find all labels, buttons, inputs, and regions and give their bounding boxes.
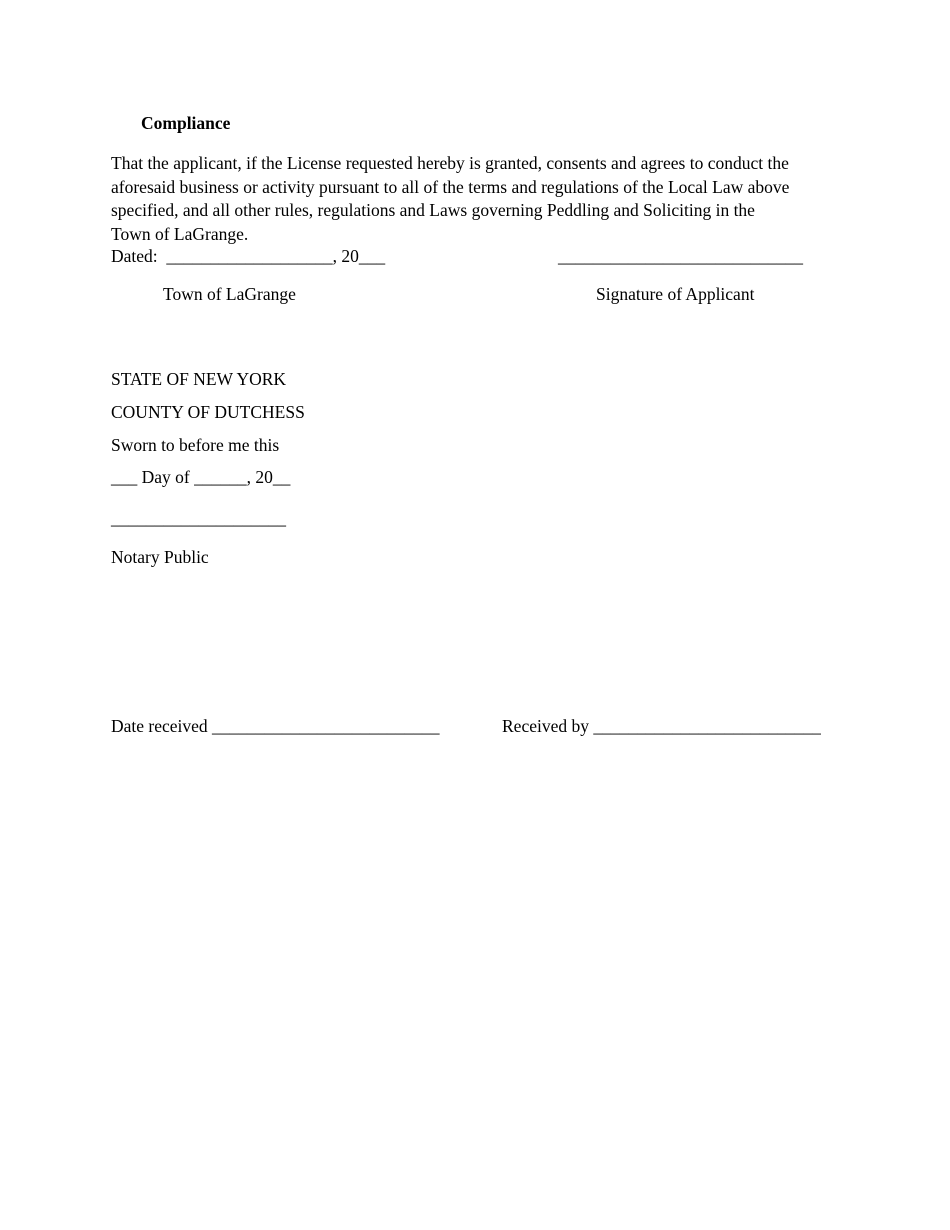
town-caption: Town of LaGrange xyxy=(163,284,296,304)
paragraph-line: aforesaid business or activity pursuant to all of the terms and regulations of the Local Law above xyxy=(111,176,790,197)
applicant-signature-caption: Signature of Applicant xyxy=(596,284,755,304)
paragraph-line: Town of LaGrange. xyxy=(111,223,249,244)
dated-line: Dated: ___________________, 20___ xyxy=(111,246,386,266)
applicant-signature-blank: ____________________________ xyxy=(558,246,803,266)
compliance-paragraph xyxy=(111,152,841,246)
paragraph-line: specified, and all other rules, regulations and Laws governing Peddling and Soliciting in the xyxy=(111,200,755,220)
paragraph-line: That the applicant, if the License requested hereby is granted, consents and agrees to conduct the xyxy=(111,153,789,173)
notary-title: Notary Public xyxy=(111,547,209,567)
received-by-line: Received by __________________________ xyxy=(502,716,821,736)
notary-day-line: ___ Day of ______, 20__ xyxy=(111,467,291,487)
notary-sworn-text: Sworn to before me this xyxy=(111,435,280,455)
date-received-line: Date received __________________________ xyxy=(111,716,440,736)
section-heading: Compliance xyxy=(141,113,231,133)
notary-state: STATE OF NEW YORK xyxy=(111,369,287,389)
notary-signature-blank: ____________________ xyxy=(111,508,286,528)
notary-county: COUNTY OF DUTCHESS xyxy=(111,402,305,422)
